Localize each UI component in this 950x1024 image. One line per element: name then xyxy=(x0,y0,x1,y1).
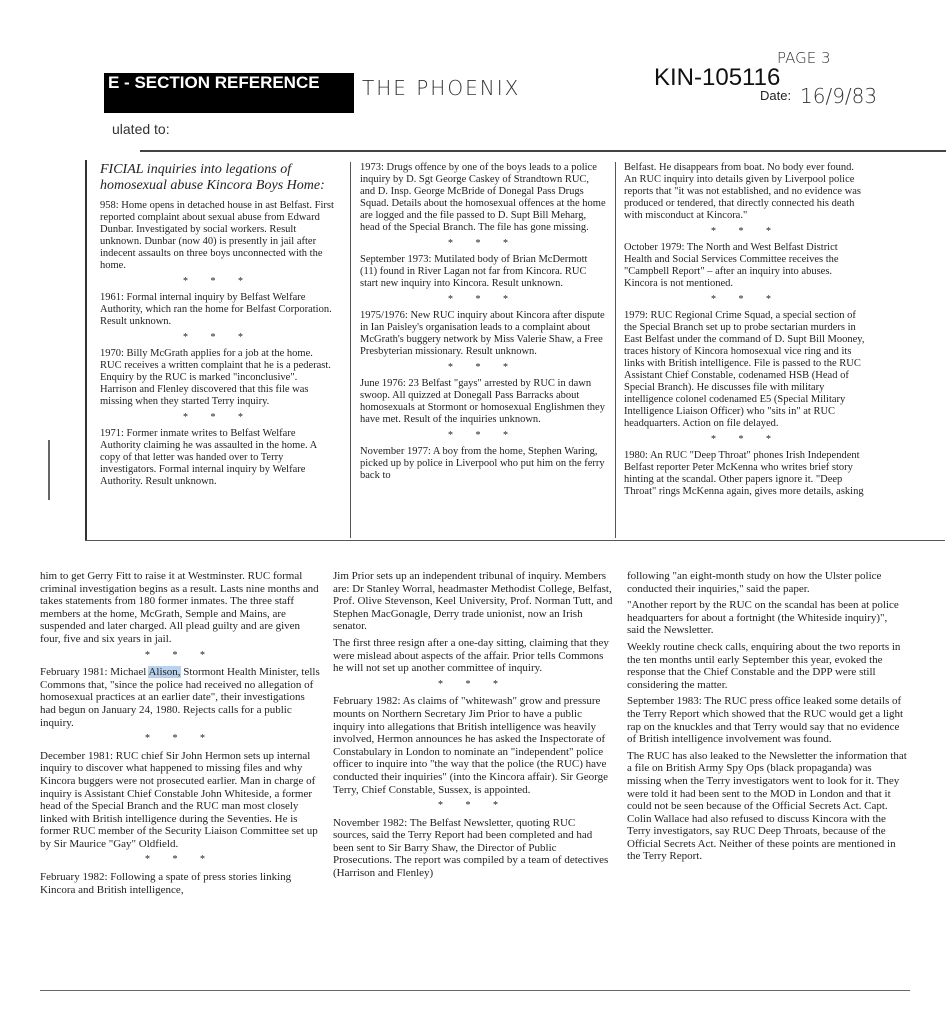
top-rule xyxy=(140,150,946,152)
paragraph: 1971: Former inmate writes to Belfast Welfare Authority claiming he was assaulted in the home. A copy of that letter was handed over to Terry investigators. Formal internal inquiry by Welfare Authority. Result unknown. xyxy=(100,428,317,487)
bottom-column-3 xyxy=(627,570,907,988)
section-separator: * * * xyxy=(438,800,508,812)
column-divider xyxy=(350,162,351,538)
paragraph: June 1976: 23 Belfast "gays" arrested by RUC in dawn swoop. All quizzed at Donegall Pass Barracks about homosexuals at Stormont or homosexual Englishmen they have met. Result of the inquiries unknown. xyxy=(360,378,605,425)
column-heading: FICIAL inquiries into legations of homosexual abuse Kincora Boys Home: xyxy=(100,162,325,193)
paragraph: 958: Home opens in detached house in ast Belfast. First reported complaint about sexual abuse from Edward Dunbar. Investigated by social workers. Result unknown. Dunbar (now 40) is presently in jail after indecent assaults on three boys unconnected with the home. xyxy=(100,200,334,271)
paragraph: him to get Gerry Fitt to raise it at Westminster. RUC formal criminal investigation begins as a result. Lasts nine months and takes statements from 180 former inmates. The three staff members at the home, McGrath, Semple and Mains, are suspended and later charged. All plead guilty and are given four, five and six years in jail. xyxy=(40,570,319,645)
section-separator: * * * xyxy=(711,294,781,305)
top-column-2 xyxy=(360,162,606,538)
page-bottom-rule xyxy=(40,990,910,991)
highlighted-name: Alison, xyxy=(148,666,181,679)
publication-handwritten: THE PHOENIX xyxy=(362,76,521,100)
paragraph: February 1982: Following a spate of press stories linking Kincora and British intelligence, xyxy=(40,871,292,896)
paragraph: November 1977: A boy from the home, Stephen Waring, picked up by police in Liverpool who put him on the ferry back to xyxy=(360,446,605,481)
paragraph: September 1983: The RUC press office leaked some details of the Terry Report which showed that the RUC would get a light rap on the knuckles and that Terry would say that no evidence of British intelligence involvement was found. xyxy=(627,695,904,746)
section-separator: * * * xyxy=(145,854,215,866)
paragraph: Weekly routine check calls, enquiring about the two reports in the ten months until early September this year, evoked the response that the Chief Constable and the DPP were still considering the matter. xyxy=(627,640,901,691)
left-border xyxy=(85,160,87,540)
section-separator: * * * xyxy=(711,226,781,237)
redacted-reference-box: E - SECTION REFERENCE xyxy=(104,73,354,113)
paragraph: November 1982: The Belfast Newsletter, quoting RUC sources, said the Terry Report had been completed and had been sent to Sir Barry Shaw, the Director of Public Prosecutions. The report was compiled by a team of detectives (Harrison and Flenley) xyxy=(333,816,609,880)
section-separator: * * * xyxy=(448,294,518,305)
paragraph xyxy=(40,666,320,729)
top-column-1 xyxy=(100,162,336,538)
paragraph: 1980: An RUC "Deep Throat" phones Irish Independent Belfast reporter Peter McKenna who writes brief story hinting at the scandal. Other papers ignore it. "Deep Throat" rings McKenna again, gives more details, asking xyxy=(624,450,864,497)
paragraph: Jim Prior sets up an independent tribunal of inquiry. Members are: Dr Stanley Worral, headmaster Methodist College, Belfast, Prof. Olive Stevenson, Keel University, Prof. Norman Tutt, and Stephen MacGonagle, Derry trade unionist, now an Irish senator. xyxy=(333,570,613,633)
paragraph: February 1982: As claims of "whitewash" grow and pressure mounts on Northern Secretary Jim Prior to have a public inquiry into allegations that British intelligence was heavily involved, Hermon announces he has asked the Inspectorate of Constabulary in London to nominate an "independent" police officer to inquire into "the way that the police (the RUC) have conducted their inquiries" (into the Kincora affair). Sir George Terry, Chief Constable, Sussex, is appointed. xyxy=(333,695,609,796)
kin-number: KIN-105116 xyxy=(654,64,781,91)
section-separator: * * * xyxy=(183,412,253,423)
column-divider xyxy=(615,162,616,538)
paragraph: 1975/1976: New RUC inquiry about Kincora after dispute in Ian Paisley's organisation leads to a complaint about McGrath's buggery network by Miss Valerie Shaw, a Free Presbyterian missionary. Result unknown. xyxy=(360,310,605,357)
paragraph: September 1973: Mutilated body of Brian McDermott (11) found in River Lagan not far from Kincora. RUC start new inquiry into Kincora. Result unknown. xyxy=(360,254,588,289)
section-separator: * * * xyxy=(183,276,253,287)
date-label: Date: xyxy=(760,88,792,103)
paragraph: following "an eight-month study on how the Ulster police conducted their inquiries," said the paper. xyxy=(627,570,882,595)
paragraph: 1979: RUC Regional Crime Squad, a special section of the Special Branch set up to probe sectarian murders in East Belfast under the command of D. Supt Bill Mooney, traces history of Kincora homosexual vice ring and its links with British intelligence. File is passed to the RUC Assistant Chief Constable, codenamed HSB (Head of Special Branch). He discusses file with military intelligence colonel codenamed E5 (Special Military Intelligence Liaison Officer) who "sits in" at RUC headquarters. Action on file delayed. xyxy=(624,310,865,429)
section-separator: * * * xyxy=(438,678,508,690)
paragraph: December 1981: RUC chief Sir John Hermon sets up internal inquiry to discover what happened to missing files and why Kincora buggers were not prosecuted earlier. Man in charge of inquiry is Assistant Chief Constable John Whiteside, a former head of the Special Branch and the RUC man most closely linked with British intelligence during the Seventies. He is former RUC member of the Security Liaison Committee set up by Sir Maurice "Gay" Oldfield. xyxy=(40,749,318,850)
paragraph: Belfast. He disappears from boat. No body ever found. An RUC inquiry into details given by Liverpool police reports that "it was not established, and no evidence was produced or tendered, that directly connected his death with misconduct at Kincora." xyxy=(624,162,861,221)
page-note-handwritten: PAGE 3 xyxy=(777,49,831,67)
circulated-to-label: ulated to: xyxy=(112,121,170,137)
section-separator: * * * xyxy=(711,434,781,445)
section-separator: * * * xyxy=(183,332,253,343)
paragraph: The RUC has also leaked to the Newsletter the information that a file on British Army Spy Ops (black propaganda) was missing when the Terry investigators went to look for it. They were told it had been sent to the MOD in London and that it could not be seen because of the Official Secrets Act. Capt. Colin Wallace had also refused to discuss Kincora with the Terry investigators, say RUC Deep Throats, because of the Official Secrets Act. Neither of these points are mentioned in the Terry Report. xyxy=(627,749,907,863)
paragraph: 1970: Billy McGrath applies for a job at the home. RUC receives a written complaint that he is a pederast. Enquiry by the RUC is marked "inconclusive". Harrison and Flenley discovered that this file was missing when they started Terry inquiry. xyxy=(100,348,331,407)
paragraph: 1961: Formal internal inquiry by Belfast Welfare Authority, which ran the home for Belfast Corporation. Result unknown. xyxy=(100,292,332,327)
section-separator: * * * xyxy=(448,430,518,441)
clipping-bottom-rule xyxy=(85,540,945,541)
paragraph: "Another report by the RUC on the scandal has been at police headquarters for about a fortnight (the Whiteside inquiry)", said the Newsletter. xyxy=(627,599,899,637)
section-separator: * * * xyxy=(145,649,215,661)
text-run: February 1981: Michael xyxy=(40,666,149,679)
margin-mark xyxy=(48,440,50,500)
paragraph: 1973: Drugs offence by one of the boys leads to a police inquiry by D. Sgt George Caskey of Strandtown RUC, and D. Insp. George McBride of Donegal Pass Drugs Squad. Details about the homosexual offences at the home are logged and the file passed to D. Supt Bill Meharg, head of the Special Branch. The file has gone missing. xyxy=(360,162,606,233)
bottom-column-1 xyxy=(40,570,320,988)
bottom-column-2 xyxy=(333,570,613,988)
section-separator: * * * xyxy=(448,362,518,373)
paragraph: October 1979: The North and West Belfast District Health and Social Services Committee receives the "Campbell Report" – after an inquiry into abuses. Kincora is not mentioned. xyxy=(624,242,839,289)
paragraph: The first three resign after a one-day sitting, claiming that they were mislead about aspects of the affair. Prior tells Commons he will not set up another committee of inquiry. xyxy=(333,636,609,675)
top-column-3 xyxy=(624,162,868,538)
date-handwritten: 16/9/83 xyxy=(800,84,878,108)
section-separator: * * * xyxy=(145,733,215,745)
text-run: Stormont Health Minister, tells Commons that, "since the police had received no allegation of homosexual practices at an earlier date", their investigations had begun on January 24, 1980. Rejects calls for a public inquiry. xyxy=(40,666,320,729)
section-separator: * * * xyxy=(448,238,518,249)
